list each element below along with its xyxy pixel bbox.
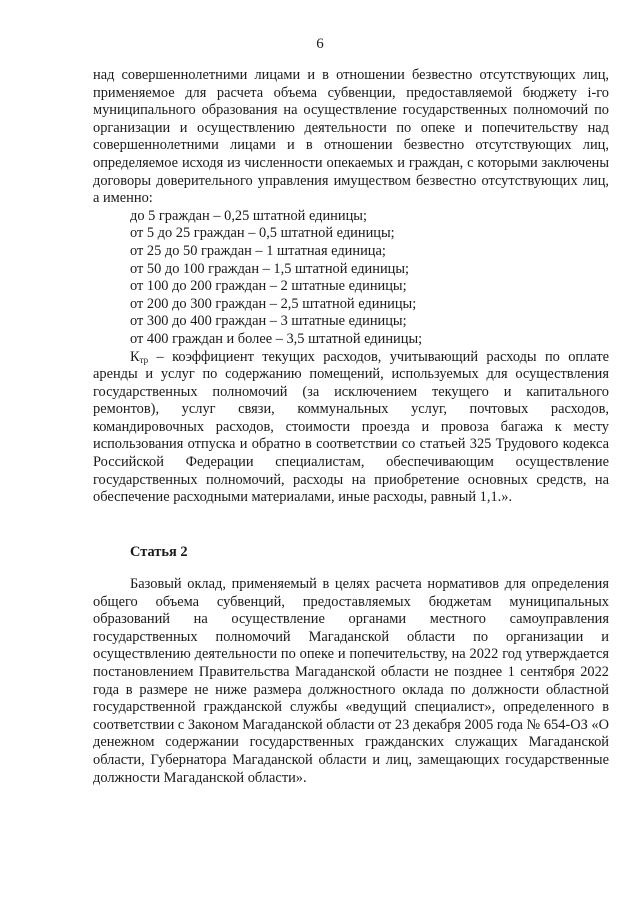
list-item: от 50 до 100 граждан – 1,5 штатной единицы;	[130, 260, 410, 277]
list-item: до 5 граждан – 0,25 штатной единицы;	[130, 207, 367, 224]
ktr-definition-text: – коэффициент текущих расходов, учитывающий расходы по оплате аренды и услуг по содержанию помещений, используемых для осуществления государственных полномочий (за исключением текущего и капитального ремонтов), услуг связи, коммунальных услуг, почтовых расходов, командировочных расходов, стоимости проезда и провоза багажа к месту использования отпуска и обратно в соответствии со статьей 325 Трудового кодекса Российской Федерации специалистам, обеспечивающим осуществление государственных полномочий, расходы на приобретение основных средств, на обеспечение расходными материалами, иные расходы, равный 1,1.».	[93, 348, 609, 506]
list-item: от 100 до 200 граждан – 2 штатные единицы;	[130, 278, 407, 295]
list-item: от 400 граждан и более – 3,5 штатной единицы;	[130, 330, 423, 347]
ktr-definition-paragraph	[93, 349, 609, 507]
list-item: от 200 до 300 граждан – 2,5 штатной единицы;	[130, 295, 417, 312]
intro-paragraph: над совершеннолетними лицами и в отношении безвестно отсутствующих лиц, применяемое для расчета объема субвенции, предоставляемой бюджету i-го муниципального образования на осуществление государственных полномочий по организации и осуществлению деятельности по опеке и попечительству над совершеннолетними лицами и в отношении безвестно отсутствующих лиц, определяемое исходя из численности опекаемых и граждан, с которыми заключены договоры доверительного управления имуществом безвестно отсутствующих лиц, а именно:	[93, 67, 609, 207]
page-number: 6	[316, 36, 324, 52]
article-2-heading: Статья 2	[130, 544, 188, 560]
ktr-symbol: К	[130, 348, 140, 365]
list-item: от 25 до 50 граждан – 1 штатная единица;	[130, 242, 386, 259]
article-2-text	[93, 576, 609, 787]
staffing-norms-list	[93, 208, 609, 349]
list-item: от 300 до 400 граждан – 3 штатные единицы;	[130, 313, 407, 330]
ktr-subscript: тр	[139, 354, 149, 365]
article-2-paragraph: Базовый оклад, применяемый в целях расчета нормативов для определения общего объема субвенций, предоставляемых бюджетам муниципальных образований на осуществление органами местного самоуправления государственных полномочий Магаданской области по организации и осуществлению деятельности по опеке и попечительству, на 2022 год утверждается постановлением Правительства Магаданской области не позднее 1 сентября 2022 года в размере не ниже размера должностного оклада по должности областной государственной гражданской службы «ведущий специалист», определенного в соответствии с Законом Магаданской области от 23 декабря 2005 года № 654-ОЗ «О денежном содержании государственных гражданских служащих Магаданской области, Губернатора Магаданской области и лиц, замещающих государственные должности Магаданской области».	[93, 576, 609, 786]
list-item: от 5 до 25 граждан – 0,5 штатной единицы;	[130, 225, 395, 242]
section-1-text	[93, 67, 609, 507]
